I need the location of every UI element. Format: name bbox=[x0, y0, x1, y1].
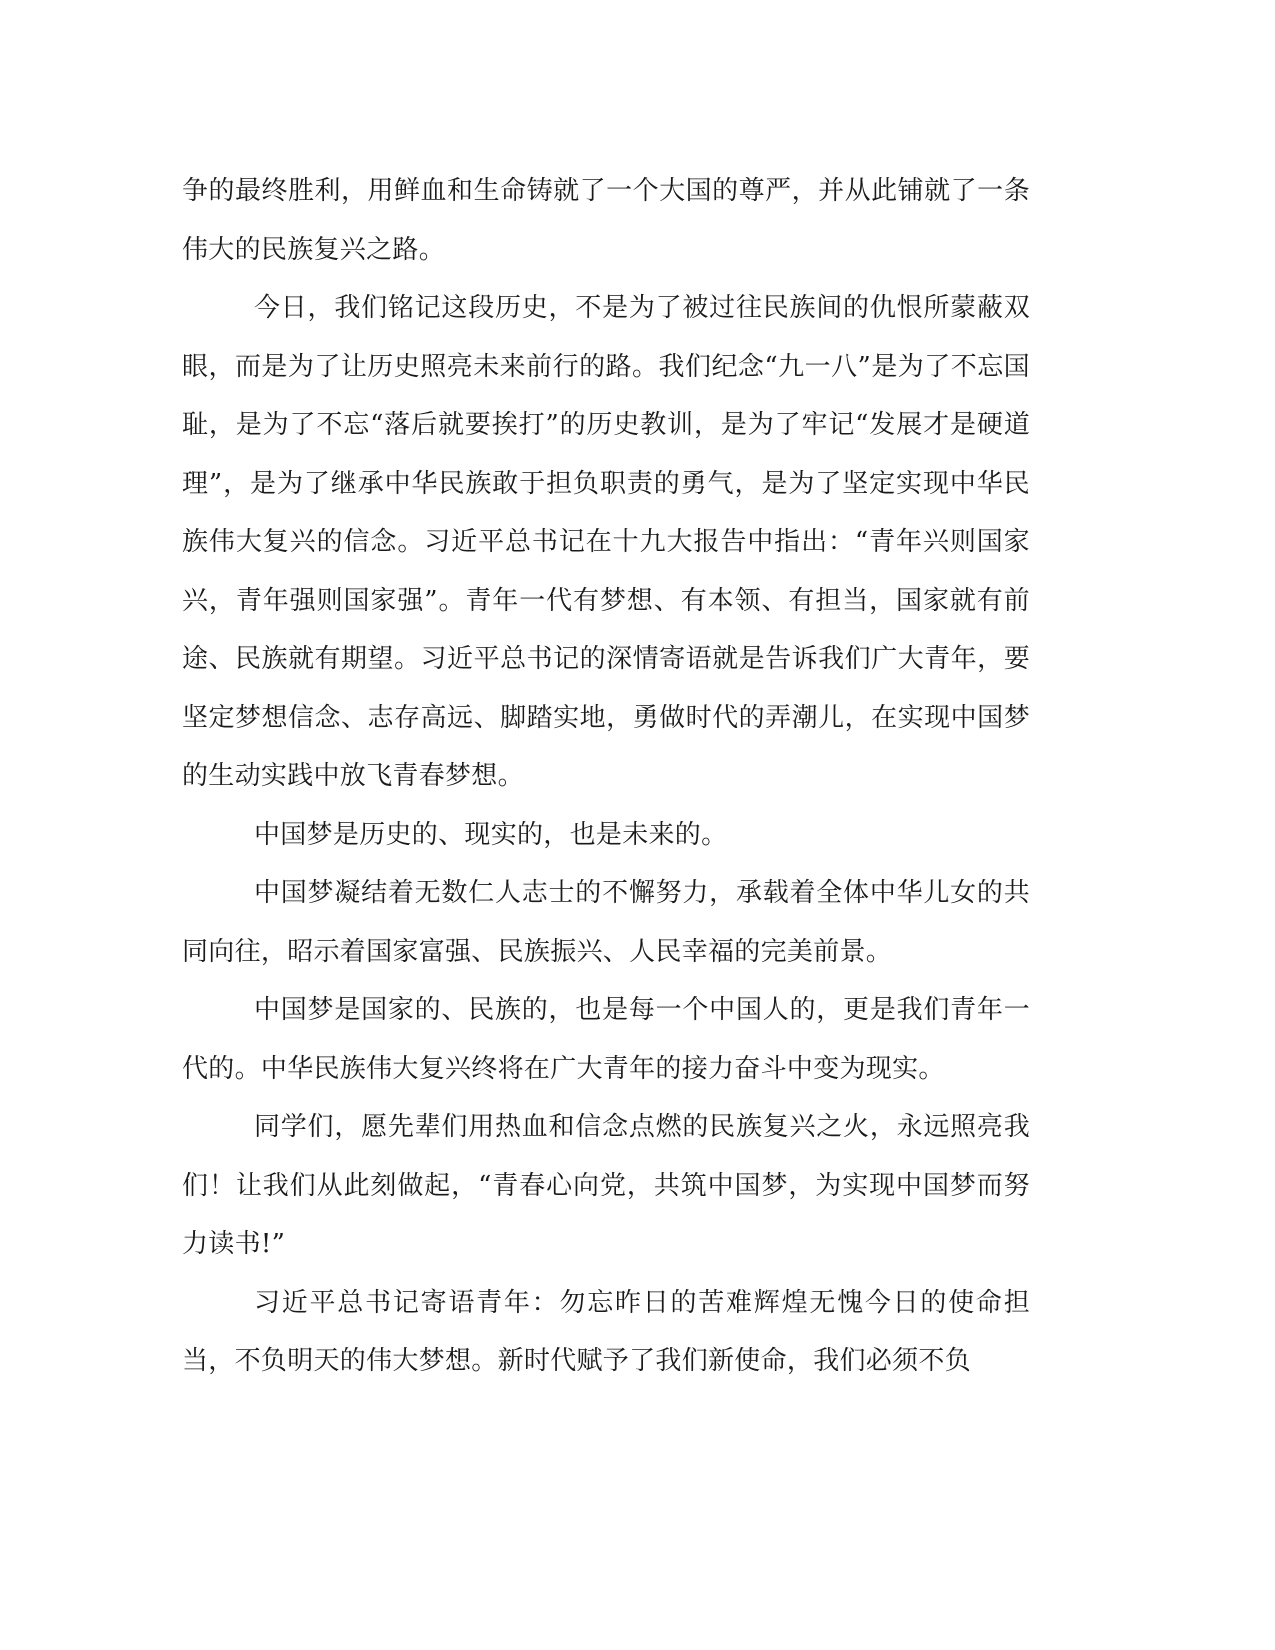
paragraph-7: 习近平总书记寄语青年：勿忘昨日的苦难辉煌无愧今日的使命担当，不负明天的伟大梦想。新时代赋予了我们新使命，我们必须不负 bbox=[182, 1287, 1030, 1376]
paragraph-6: 同学们，愿先辈们用热血和信念点燃的民族复兴之火，永远照亮我们！让我们从此刻做起，“青春心向党，共筑中国梦，为实现中国梦而努力读书!” bbox=[182, 1112, 1030, 1259]
paragraph-2: 今日，我们铭记这段历史，不是为了被过往民族间的仇恨所蒙蔽双眼，而是为了让历史照亮未来前行的路。我们纪念“九一八”是为了不忘国耻，是为了不忘“落后就要挨打”的历史教训，是为了牢记“发展才是硬道理”，是为了继承中华民族敢于担负职责的勇气，是为了坚定实现中华民族伟大复兴的信念。习近平总书记在十九大报告中指出：“青年兴则国家兴，青年强则国家强”。青年一代有梦想、有本领、有担当，国家就有前途、民族就有期望。习近平总书记的深情寄语就是告诉我们广大青年，要坚定梦想信念、志存高远、脚踏实地，勇做时代的弄潮儿，在实现中国梦的生动实践中放飞青春梦想。 bbox=[182, 293, 1030, 791]
paragraph-4: 中国梦凝结着无数仁人志士的不懈努力，承载着全体中华儿女的共同向往，昭示着国家富强、民族振兴、人民幸福的完美前景。 bbox=[182, 878, 1030, 967]
paragraph-5: 中国梦是国家的、民族的，也是每一个中国人的，更是我们青年一代的。中华民族伟大复兴终将在广大青年的接力奋斗中变为现实。 bbox=[182, 995, 1030, 1084]
paragraph-1: 争的最终胜利，用鲜血和生命铸就了一个大国的尊严，并从此铺就了一条伟大的民族复兴之路。 bbox=[182, 176, 1030, 265]
document-body bbox=[182, 162, 1030, 1391]
paragraph-3: 中国梦是历史的、现实的，也是未来的。 bbox=[254, 819, 728, 850]
